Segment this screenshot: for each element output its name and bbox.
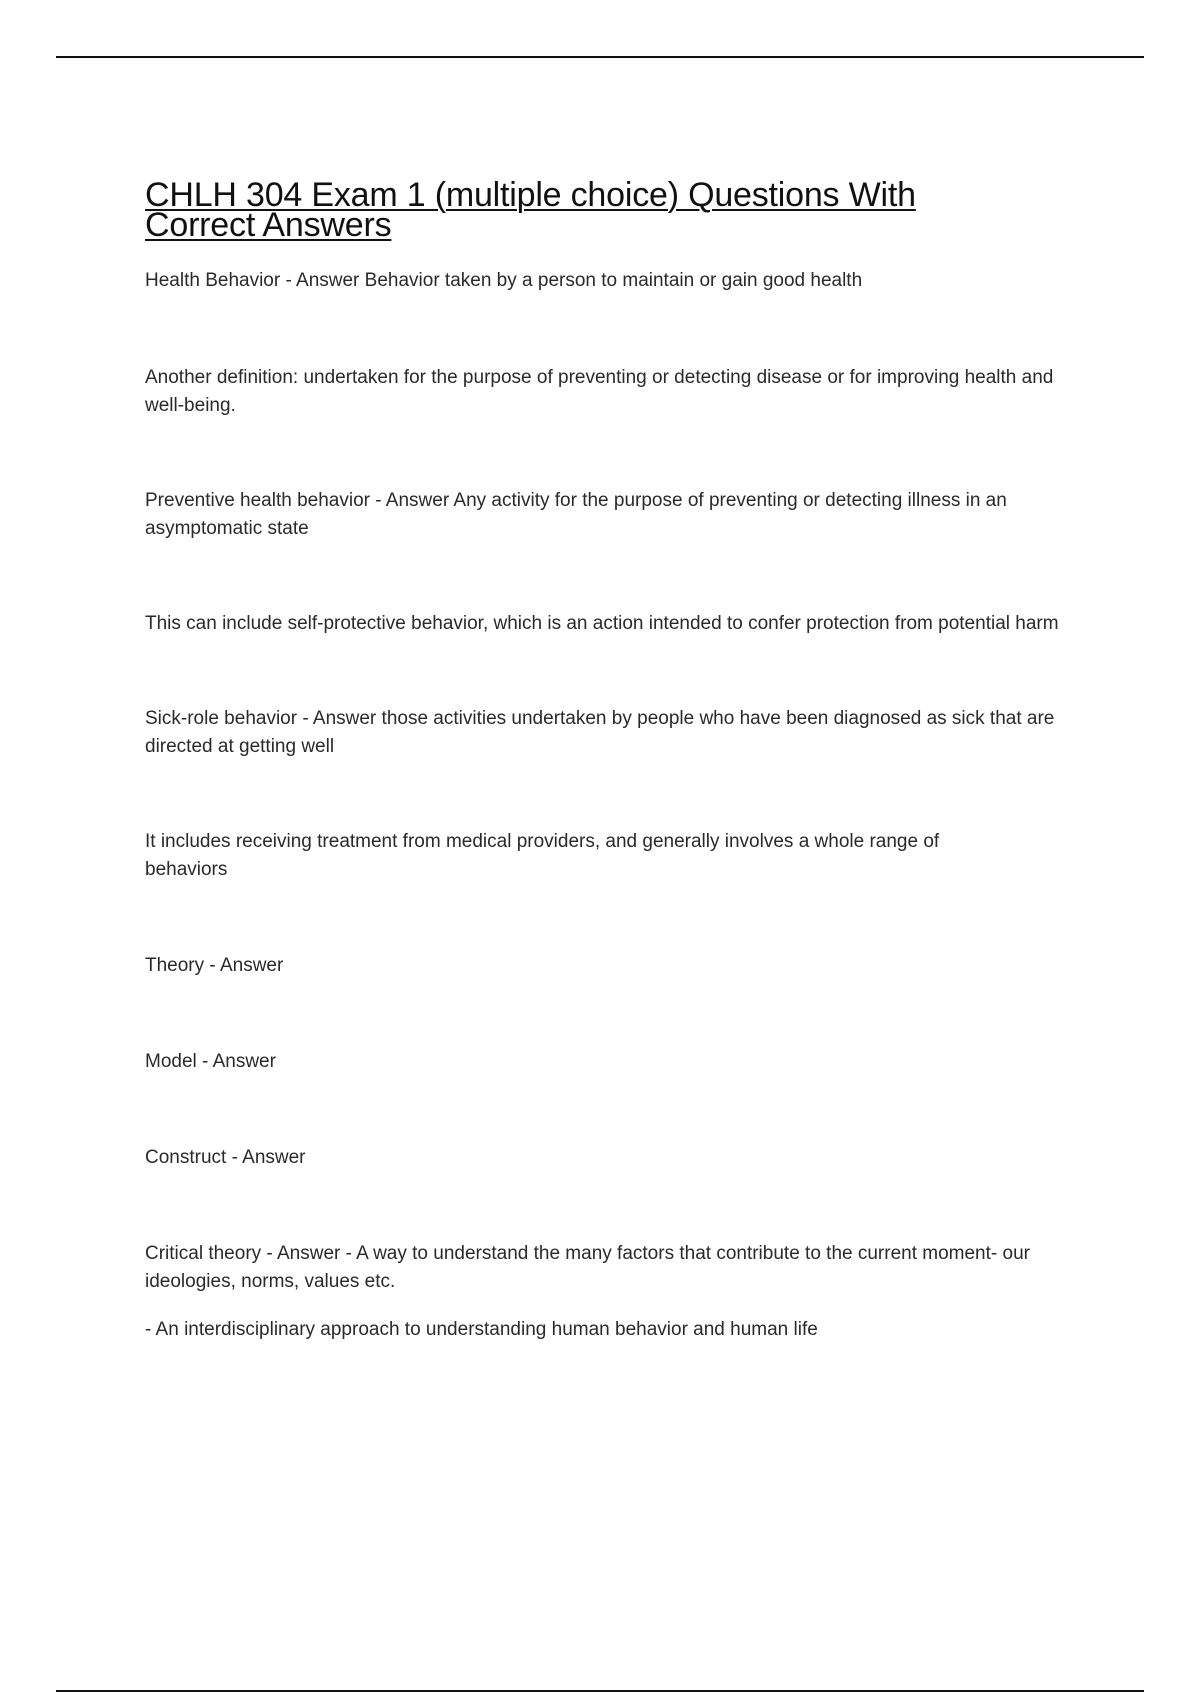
paragraph-self-protective-behavior: This can include self-protective behavior, which is an action intended to confer protection from potential harm [145, 613, 1059, 634]
paragraph-another-definition: Another definition: undertaken for the purpose of preventing or detecting disease or for improving health and well-being. [145, 367, 1054, 416]
paragraph-treatment: It includes receiving treatment from medical providers, and generally involves a whole range of behaviors [145, 831, 940, 880]
paragraph-interdisciplinary-approach: - An interdisciplinary approach to understanding human behavior and human life [145, 1319, 818, 1340]
bottom-rule [56, 1690, 1144, 1692]
paragraph-theory: Theory - Answer [145, 955, 284, 976]
paragraph-health-behavior: Health Behavior - Answer Behavior taken by a person to maintain or gain good health [145, 270, 863, 291]
top-rule [56, 56, 1144, 58]
paragraph-construct: Construct - Answer [145, 1147, 306, 1168]
title-line-1: CHLH 304 Exam 1 (multiple choice) Questions With [145, 176, 916, 214]
title-line-2: Correct Answers [145, 206, 392, 244]
document-body [145, 176, 1085, 1344]
document-title [145, 176, 1085, 244]
paragraph-sick-role-behavior: Sick-role behavior - Answer those activities undertaken by people who have been diagnosed as sick that are directed at getting well [145, 708, 1055, 757]
paragraph-preventive-health-behavior: Preventive health behavior - Answer Any activity for the purpose of preventing or detecting illness in an asymptomatic state [145, 490, 1007, 539]
paragraph-critical-theory: Critical theory - Answer - A way to understand the many factors that contribute to the current moment- our ideologies, norms, values etc. [145, 1243, 1030, 1292]
paragraph-model: Model - Answer [145, 1051, 276, 1072]
